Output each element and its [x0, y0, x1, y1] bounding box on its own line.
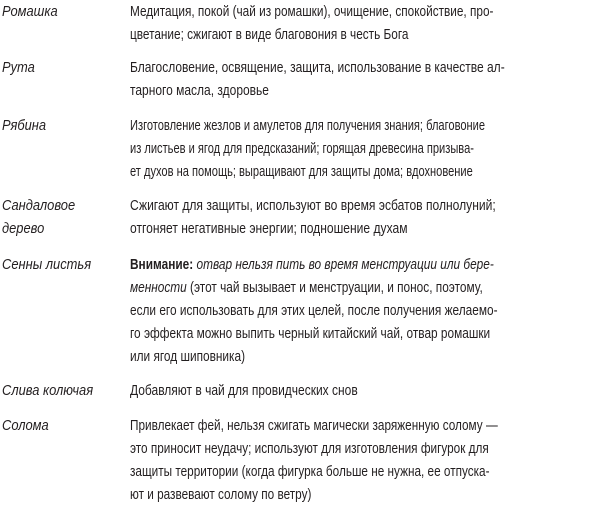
description-line: Добавляют в чай для провидческих снов	[130, 382, 358, 399]
description-line: Медитация, покой (чай из ромашки), очищение, спокойствие, про-	[130, 3, 494, 20]
entry-description	[130, 414, 598, 506]
entry-description	[130, 56, 598, 102]
entry-term-line: Ромашка	[2, 3, 58, 20]
entry-term	[2, 379, 107, 402]
entry-description	[130, 0, 592, 46]
description-line: если его использовать для этих целей, после получения желаемо-	[130, 302, 498, 319]
entry-term-line: Сандаловое	[2, 197, 76, 214]
description-line	[130, 276, 498, 299]
description-line: Изготовление жезлов и амулетов для получения знания; благовоние	[130, 117, 486, 134]
entry-term	[2, 253, 107, 276]
warning-label: Внимание	[130, 256, 190, 273]
warning-text: менности	[130, 279, 187, 296]
description-line: тарного масла, здоровье	[130, 82, 269, 99]
description-line: Привлекает фей, нельзя сжигать магически заряженную солому —	[130, 417, 498, 434]
description-line: из листьев и ягод для предсказаний; горящая древесина призыва-	[130, 140, 474, 157]
description-text: (этот чай вызывает и менструации, и понос, поэтому,	[190, 279, 483, 296]
description-line: отгоняет негативные энергии; подношение духам	[130, 220, 408, 237]
description-line: это приносит неудачу; используют для изготовления фигурок для	[130, 440, 489, 457]
entry-description	[130, 253, 595, 368]
warning-text: отвар нельзя пить во время менструации или бере-	[196, 256, 494, 273]
entry-term	[2, 114, 107, 137]
entry-term-line: Рута	[2, 59, 35, 76]
description-line: ют и развевают солому по ветру)	[130, 486, 312, 503]
entry-term-line: Слива колючая	[2, 382, 94, 399]
description-line: Благословение, освящение, защита, использование в качестве ал-	[130, 59, 505, 76]
description-line: Внимание: отвар нельзя пить во время менструации или бере-	[130, 256, 494, 273]
entry-term	[2, 194, 107, 240]
entry-description	[130, 379, 415, 402]
description-line: ет духов на помощь; выращивают для защиты дома; вдохновение	[130, 163, 473, 180]
entry-description	[130, 194, 584, 240]
entry-term	[2, 0, 107, 23]
entry-term-line: Сенны листья	[2, 256, 92, 273]
entry-term-line: Рябина	[2, 117, 47, 134]
description-line: защиты территории (когда фигурка больше не нужна, ее отпуска-	[130, 463, 490, 480]
entry-term	[2, 56, 107, 79]
description-line: го эффекта можно выпить черный китайский чай, отвар ромашки	[130, 325, 491, 342]
description-line: Сжигают для защиты, используют во время эсбатов полнолуний;	[130, 197, 496, 214]
entry-term-line: Солома	[2, 417, 49, 434]
entry-description	[130, 114, 602, 183]
entry-term-line: дерево	[2, 220, 45, 237]
description-line: или ягод шиповника)	[130, 348, 246, 365]
entry-term	[2, 414, 107, 437]
description-line: цветание; сжигают в виде благовония в честь Бога	[130, 26, 409, 43]
